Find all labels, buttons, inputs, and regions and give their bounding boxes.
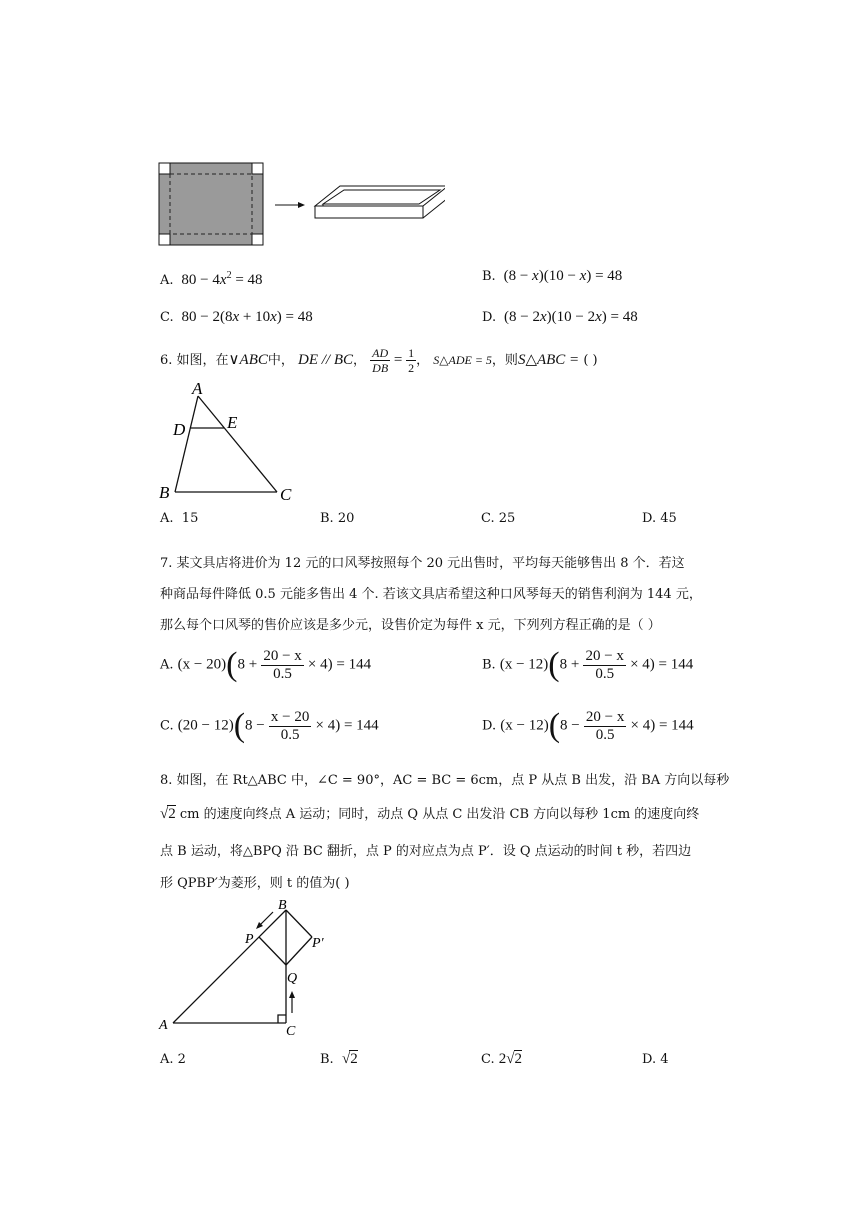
q6-area-ask: S△ABC = bbox=[517, 352, 580, 368]
option-letter: D. bbox=[642, 1052, 657, 1067]
option-letter: B. bbox=[320, 511, 334, 526]
q8-sqrt-value: 2 bbox=[168, 806, 176, 822]
option-value: 2 bbox=[177, 1052, 186, 1067]
q7-option-c: C. (20 − 12)(8 − $\frac{x - 20}{0.5}$ × 4) = 144 bbox=[160, 707, 379, 744]
q6-suffix: ，则 bbox=[491, 353, 518, 368]
q8-option-c: C. 2√2 bbox=[481, 1051, 522, 1067]
option-value: 20 bbox=[337, 511, 355, 526]
label-a: A bbox=[192, 380, 203, 398]
option-letter: D. bbox=[642, 511, 657, 526]
option-letter: A. bbox=[160, 273, 174, 288]
option-fraction: $\frac{20 - x}{0.5}$ bbox=[585, 647, 624, 682]
option-letter: A. bbox=[160, 657, 174, 673]
option-left: (x − 12) bbox=[500, 717, 549, 734]
option-value: 15 bbox=[181, 511, 199, 526]
q6-ratio: $\frac{AD}{DB}$ bbox=[372, 346, 389, 375]
q6-option-d bbox=[642, 511, 677, 526]
q6-option-b bbox=[320, 511, 354, 526]
corner-square bbox=[252, 163, 263, 174]
q6-option-a bbox=[160, 511, 198, 526]
option-letter: B. bbox=[482, 269, 496, 284]
q6-prefix: 6. 如图，在 bbox=[160, 353, 229, 368]
q5-option-a bbox=[160, 270, 263, 289]
option-expression: (8 − x)(10 − x) = 48 bbox=[499, 268, 623, 284]
option-left: (x − 12) bbox=[499, 656, 549, 673]
label-d: D bbox=[173, 420, 186, 439]
option-value: 25 bbox=[498, 511, 516, 526]
option-left: (x − 20) bbox=[177, 656, 227, 673]
q7-option-d: D. (x − 12)(8 − $\frac{20 - x}{0.5}$ × 4) = 144 bbox=[482, 707, 694, 744]
open-box-drawing bbox=[315, 186, 445, 218]
arrow-head bbox=[298, 202, 305, 208]
option-letter: D. bbox=[482, 718, 497, 734]
option-left: (20 − 12) bbox=[177, 717, 234, 734]
q6-mid: 中， bbox=[267, 353, 294, 368]
box-folding-figure bbox=[155, 158, 445, 250]
label-p-prime: P′ bbox=[312, 936, 324, 951]
option-letter: B. bbox=[482, 657, 496, 673]
q6-stem: 6. 如图，在∨ABC中， DE // BC， $\frac{AD}{DB}$ = $\frac{1}{2}$ ， S△ADE = 5，则S△ABC = ( ) bbox=[160, 346, 598, 375]
option-expression: 80 − 2(8x + 10x) = 48 bbox=[177, 309, 313, 325]
option-rhs: × 4) = 144 bbox=[630, 717, 694, 734]
q6-triangle: ∨ABC bbox=[228, 352, 268, 368]
option-rhs: × 4) = 144 bbox=[630, 656, 694, 673]
q8-triangle-figure bbox=[155, 895, 335, 1040]
q8-line-3: 点 B 运动，将△BPQ 沿 BC 翻折，点 P 的对应点为点 P′．设 Q 点运动的时间 t 秒，若四边 bbox=[160, 844, 692, 859]
option-letter: D. bbox=[482, 310, 497, 325]
option-value: 2 bbox=[350, 1051, 358, 1067]
q8-line-2-text: cm 的速度向终点 A 运动；同时，动点 Q 从点 C 出发沿 CB 方向以每秒 1cm 的速度向终 bbox=[179, 807, 700, 822]
option-expression: (8 − 2x)(10 − 2x) = 48 bbox=[500, 309, 638, 325]
q7-line-2: 种商品每件降低 0.5 元能多售出 4 个. 若该文具店希望这种口风琴每天的销售利润为 144 元， bbox=[160, 587, 702, 602]
q5-option-c bbox=[160, 309, 313, 326]
option-letter: C. bbox=[160, 310, 174, 325]
option-letter: B. bbox=[320, 1052, 334, 1067]
label-p: P bbox=[245, 932, 254, 947]
sheet-shaded-area bbox=[159, 163, 263, 245]
corner-square bbox=[159, 234, 170, 245]
option-letter: C. bbox=[481, 511, 495, 526]
q8-line-1: 8. 如图，在 Rt△ABC 中，∠C = 90°，AC = BC = 6cm，点 P 从点 B 出发，沿 BA 方向以每秒 bbox=[160, 773, 730, 788]
label-q: Q bbox=[287, 971, 298, 986]
q8-line-2: √2 cm 的速度向终点 A 运动；同时，动点 Q 从点 C 出发沿 CB 方向以每秒 1cm 的速度向终 bbox=[160, 806, 700, 822]
label-c: C bbox=[280, 485, 292, 504]
label-e: E bbox=[227, 413, 238, 432]
q6-paren: ( ) bbox=[583, 353, 598, 368]
q6-parallel: DE // BC bbox=[298, 352, 354, 368]
option-letter: C. bbox=[481, 1052, 495, 1067]
option-fraction: $\frac{20 - x}{0.5}$ bbox=[585, 708, 625, 743]
option-rhs: × 4) = 144 bbox=[315, 717, 379, 734]
q8-option-d bbox=[642, 1052, 669, 1067]
q5-option-d bbox=[482, 309, 638, 326]
p-motion-arrow bbox=[259, 912, 273, 926]
q7-option-a: A. (x − 20)(8 + $\frac{20 - x}{0.5}$ × 4) = 144 bbox=[160, 646, 372, 683]
option-value: 2 bbox=[514, 1051, 522, 1067]
q7-line-1: 7. 某文具店将进价为 12 元的口风琴按照每个 20 元出售时，平均每天能够售出 8 个．若这 bbox=[160, 556, 685, 571]
q5-option-b bbox=[482, 268, 622, 285]
option-rhs: × 4) = 144 bbox=[307, 656, 372, 673]
option-letter: A. bbox=[160, 511, 174, 526]
option-value: 45 bbox=[660, 511, 677, 526]
q7-line-3: 那么每个口风琴的售价应该是多少元，设售价定为每件 x 元，下列列方程正确的是（ ） bbox=[160, 618, 661, 633]
q8-line-4: 形 QPBP′为菱形，则 t 的值为( ) bbox=[160, 876, 350, 891]
label-b: B bbox=[159, 483, 170, 502]
q8-option-b: B. √2 bbox=[320, 1051, 358, 1067]
q6-triangle-figure bbox=[155, 380, 305, 505]
q6-half: $\frac{1}{2}$ bbox=[408, 346, 415, 375]
q7-option-b: B. (x − 12)(8 + $\frac{20 - x}{0.5}$ × 4) = 144 bbox=[482, 646, 694, 683]
option-coef: 2 bbox=[498, 1051, 507, 1067]
label-b: B bbox=[278, 898, 287, 913]
corner-square bbox=[252, 234, 263, 245]
corner-square bbox=[159, 163, 170, 174]
option-letter: C. bbox=[160, 718, 174, 734]
q6-option-c bbox=[481, 511, 515, 526]
q8-option-a bbox=[160, 1052, 186, 1067]
label-c: C bbox=[286, 1024, 296, 1039]
option-fraction: $\frac{x - 20}{0.5}$ bbox=[270, 708, 310, 743]
q6-area-given: S△ADE = 5 bbox=[433, 353, 492, 367]
label-a: A bbox=[159, 1018, 168, 1033]
option-letter: A. bbox=[160, 1052, 174, 1067]
option-fraction: $\frac{20 - x}{0.5}$ bbox=[263, 647, 302, 682]
option-expression: $80 - 4x^2 = 48$ bbox=[177, 270, 263, 288]
option-value: 4 bbox=[660, 1052, 669, 1067]
